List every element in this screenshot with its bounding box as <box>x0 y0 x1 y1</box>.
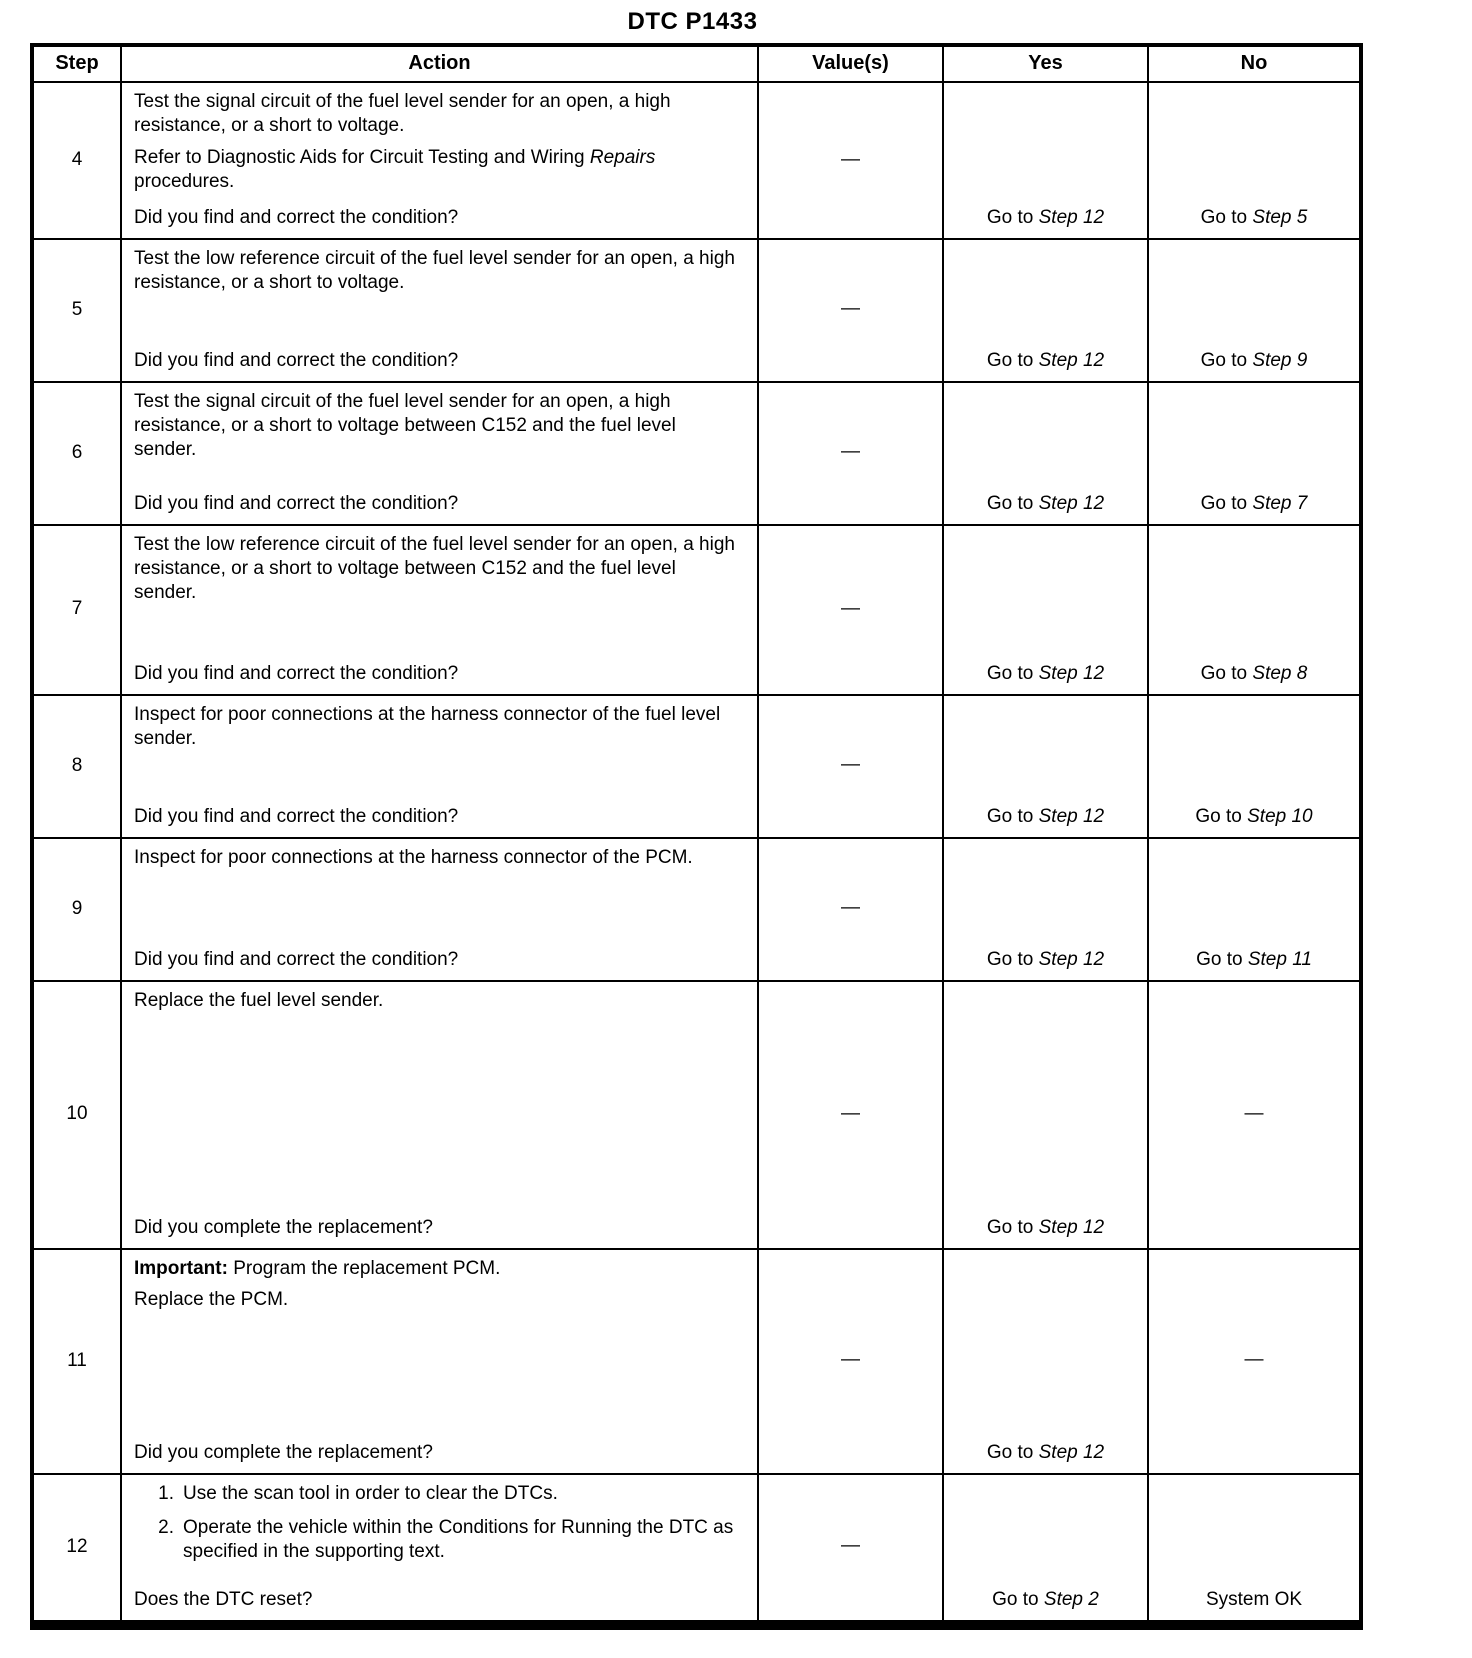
text-segment: Important: <box>134 1257 228 1279</box>
action-paragraph <box>134 846 741 870</box>
text-segment: — <box>841 897 860 919</box>
yes-cell <box>944 1475 1149 1622</box>
paragraph-text <box>134 534 735 604</box>
no-cell <box>1149 696 1359 839</box>
no-cell <box>1149 1250 1359 1475</box>
action-question: Did you find and correct the condition? <box>134 663 459 685</box>
action-question: Does the DTC reset? <box>134 1589 313 1611</box>
no-cell <box>1149 83 1359 240</box>
step-cell <box>34 696 122 839</box>
text-segment: Step 12 <box>1038 350 1105 372</box>
text-segment: Step 10 <box>1247 806 1313 828</box>
action-cell <box>122 982 759 1250</box>
action-cell <box>122 526 759 696</box>
no-cell <box>1149 383 1359 526</box>
no-cell-content <box>1206 1588 1302 1612</box>
action-cell <box>122 83 759 240</box>
action-paragraph <box>134 989 741 1013</box>
text-segment: Go to <box>986 949 1039 971</box>
value-cell <box>759 526 944 696</box>
yes-cell <box>944 83 1149 240</box>
text-segment: Go to <box>986 806 1039 828</box>
yes-cell-content <box>987 662 1104 686</box>
no-cell <box>1149 839 1359 982</box>
action-paragraphs <box>134 247 741 303</box>
paragraph-text <box>134 391 676 461</box>
header-yes: Yes <box>944 47 1149 83</box>
text-segment: Step 12 <box>1038 806 1105 828</box>
no-cell <box>1149 982 1359 1250</box>
text-segment: — <box>841 1102 860 1124</box>
action-question: Did you find and correct the condition? <box>134 806 459 828</box>
no-cell <box>1149 526 1359 696</box>
yes-cell-content <box>987 1441 1104 1465</box>
action-paragraph <box>134 90 741 139</box>
value-cell <box>759 839 944 982</box>
text-segment: Refer to Diagnostic Aids for Circuit Testing and Wiring <box>134 146 590 168</box>
text-segment: Inspect for poor connections at the harness connector of the PCM. <box>134 846 693 868</box>
value-cell-content <box>841 896 860 920</box>
text-segment: — <box>841 1535 860 1557</box>
text-segment: Repairs <box>589 146 656 168</box>
action-paragraphs <box>134 703 741 759</box>
value-cell <box>759 83 944 240</box>
action-question: Did you find and correct the condition? <box>134 949 459 971</box>
table-row <box>34 839 1359 982</box>
text-segment: — <box>841 1349 860 1371</box>
table-header-row <box>34 47 1359 83</box>
text-segment: Step 11 <box>1247 949 1312 971</box>
step-cell <box>34 839 122 982</box>
value-cell-content <box>841 297 860 321</box>
step-number: 8 <box>71 754 83 776</box>
value-cell <box>759 982 944 1250</box>
action-paragraph <box>134 1288 741 1312</box>
action-paragraph <box>134 1482 741 1506</box>
yes-cell <box>944 982 1149 1250</box>
value-cell <box>759 696 944 839</box>
text-segment: Go to <box>986 350 1039 372</box>
paragraph-text <box>134 248 735 293</box>
value-cell-content <box>841 1534 860 1558</box>
no-cell-content <box>1245 1102 1264 1126</box>
paragraph-text <box>134 1289 288 1310</box>
step-cell <box>34 526 122 696</box>
table-row <box>34 383 1359 526</box>
paragraph-text <box>183 1482 558 1506</box>
step-cell <box>34 240 122 383</box>
text-segment: Step 8 <box>1252 663 1308 685</box>
no-cell-content <box>1201 492 1308 516</box>
yes-cell-content <box>987 948 1104 972</box>
text-segment: Go to <box>986 1217 1039 1239</box>
text-segment: Use the scan tool in order to clear the DTCs. <box>183 1482 558 1504</box>
header-step: Step <box>34 47 122 83</box>
yes-cell-content <box>987 492 1104 516</box>
yes-cell <box>944 1250 1149 1475</box>
text-segment: — <box>841 298 860 320</box>
text-segment: Step 9 <box>1252 350 1308 372</box>
action-paragraphs <box>134 390 741 470</box>
step-cell <box>34 1250 122 1475</box>
no-cell-content <box>1201 662 1308 686</box>
text-segment: Step 12 <box>1038 1217 1105 1239</box>
text-segment: — <box>841 441 860 463</box>
yes-cell-content <box>987 349 1104 373</box>
text-segment: Go to <box>1200 663 1253 685</box>
value-cell-content <box>841 148 860 172</box>
action-paragraphs <box>134 846 741 877</box>
text-segment: Go to <box>1200 207 1253 229</box>
action-cell <box>122 240 759 383</box>
action-cell <box>122 383 759 526</box>
text-segment: Test the signal circuit of the fuel level sender for an open, a high resistance, or a short to voltage between C152 and the fuel level sender. <box>134 390 676 461</box>
text-segment: procedures. <box>134 170 235 192</box>
value-cell-content <box>841 440 860 464</box>
value-cell-content <box>841 753 860 777</box>
list-number: 2. <box>158 1516 174 1538</box>
text-segment: Go to <box>992 1589 1044 1611</box>
text-segment: Go to <box>986 1442 1039 1464</box>
yes-cell-content <box>992 1588 1099 1612</box>
action-paragraph <box>134 703 741 752</box>
action-question: Did you complete the replacement? <box>134 1217 433 1239</box>
text-segment: Go to <box>1200 350 1253 372</box>
text-segment: Go to <box>1200 493 1253 515</box>
action-cell <box>122 839 759 982</box>
value-cell <box>759 383 944 526</box>
step-number: 6 <box>71 441 83 463</box>
text-segment: Step 12 <box>1038 663 1105 685</box>
paragraph-text <box>134 147 655 192</box>
text-segment: Go to <box>986 493 1039 515</box>
text-segment: Step 5 <box>1252 207 1308 229</box>
header-no: No <box>1149 47 1359 83</box>
action-paragraph <box>134 1257 741 1281</box>
text-segment: Go to <box>1196 949 1248 971</box>
paragraph-text <box>134 91 671 136</box>
action-paragraphs <box>134 90 741 201</box>
no-cell <box>1149 1475 1359 1622</box>
action-paragraph <box>134 247 741 296</box>
paragraph-text <box>134 847 693 868</box>
text-segment: Step 12 <box>1038 949 1105 971</box>
action-paragraph <box>134 533 741 606</box>
action-paragraph <box>134 1516 741 1565</box>
step-cell <box>34 982 122 1250</box>
text-segment: Inspect for poor connections at the harness connector of the fuel level sender. <box>134 703 721 749</box>
text-segment: Go to <box>986 207 1039 229</box>
step-cell <box>34 83 122 240</box>
step-number: 7 <box>71 598 83 620</box>
step-number: 9 <box>71 897 83 919</box>
table-row <box>34 1250 1359 1475</box>
paragraph-text <box>134 990 383 1011</box>
table-row <box>34 696 1359 839</box>
action-paragraphs <box>134 533 741 613</box>
paragraph-text <box>134 704 720 749</box>
table-row <box>34 1475 1359 1622</box>
page-title: DTC P1433 <box>627 8 758 35</box>
text-segment: — <box>1244 1349 1264 1371</box>
table-row <box>34 982 1359 1250</box>
value-cell-content <box>841 1348 860 1372</box>
list-number: 1. <box>158 1482 174 1504</box>
action-question: Did you find and correct the condition? <box>134 493 459 515</box>
step-number: 5 <box>71 298 83 320</box>
no-cell-content <box>1245 1348 1264 1372</box>
yes-cell-content <box>987 206 1104 230</box>
paragraph-text <box>183 1516 741 1565</box>
text-segment: Step 12 <box>1038 493 1105 515</box>
action-question: Did you find and correct the condition? <box>134 207 459 229</box>
header-values: Value(s) <box>759 47 944 83</box>
step-number: 10 <box>66 1103 88 1125</box>
text-segment: — <box>841 754 860 776</box>
table-row <box>34 240 1359 383</box>
paragraph-text <box>134 1258 500 1279</box>
yes-cell-content <box>987 805 1104 829</box>
yes-cell <box>944 696 1149 839</box>
text-segment: Replace the fuel level sender. <box>134 989 384 1011</box>
step-number: 12 <box>66 1535 88 1557</box>
value-cell <box>759 1250 944 1475</box>
no-cell-content <box>1201 206 1308 230</box>
action-question: Did you complete the replacement? <box>134 1442 433 1464</box>
text-segment: Go to <box>1195 806 1248 828</box>
action-paragraph <box>134 146 741 195</box>
action-question: Did you find and correct the condition? <box>134 350 459 372</box>
step-cell <box>34 383 122 526</box>
value-cell-content <box>841 597 860 621</box>
text-segment: Step 12 <box>1038 207 1105 229</box>
text-segment: Test the low reference circuit of the fuel level sender for an open, a high resistance, or a short to voltage. <box>134 247 735 293</box>
no-cell-content <box>1196 948 1312 972</box>
step-number: 11 <box>67 1349 87 1371</box>
step-cell <box>34 1475 122 1622</box>
text-segment: Test the low reference circuit of the fuel level sender for an open, a high resistance, or a short to voltage between C152 and the fuel level sender. <box>134 533 735 604</box>
yes-cell <box>944 526 1149 696</box>
text-segment: System OK <box>1205 1589 1303 1611</box>
yes-cell <box>944 240 1149 383</box>
yes-cell <box>944 383 1149 526</box>
no-cell <box>1149 240 1359 383</box>
text-segment: Step 2 <box>1043 1589 1099 1611</box>
text-segment: — <box>1244 1102 1264 1124</box>
action-paragraph <box>134 390 741 463</box>
table-row <box>34 526 1359 696</box>
text-segment: — <box>841 148 860 170</box>
header-action: Action <box>122 47 759 83</box>
text-segment: Step 7 <box>1252 493 1308 515</box>
step-number: 4 <box>71 149 83 171</box>
text-segment: Program the replacement PCM. <box>227 1257 501 1279</box>
text-segment: — <box>841 597 860 619</box>
text-segment: Step 12 <box>1038 1442 1105 1464</box>
table-row <box>34 83 1359 240</box>
action-paragraphs <box>134 1482 741 1575</box>
action-paragraphs <box>134 989 741 1020</box>
action-cell <box>122 696 759 839</box>
action-cell <box>122 1250 759 1475</box>
text-segment: Go to <box>986 663 1039 685</box>
text-segment: Operate the vehicle within the Conditions for Running the DTC as specified in the supporting text. <box>183 1516 734 1563</box>
yes-cell-content <box>987 1216 1104 1240</box>
value-cell <box>759 1475 944 1622</box>
no-cell-content <box>1195 805 1312 829</box>
no-cell-content <box>1201 349 1308 373</box>
text-segment: Replace the PCM. <box>134 1288 289 1310</box>
value-cell-content <box>841 1102 860 1126</box>
text-segment: Test the signal circuit of the fuel level sender for an open, a high resistance, or a short to voltage. <box>134 91 671 137</box>
action-cell <box>122 1475 759 1622</box>
yes-cell <box>944 839 1149 982</box>
dtc-table <box>30 43 1363 1630</box>
action-paragraphs <box>134 1257 741 1320</box>
value-cell <box>759 240 944 383</box>
